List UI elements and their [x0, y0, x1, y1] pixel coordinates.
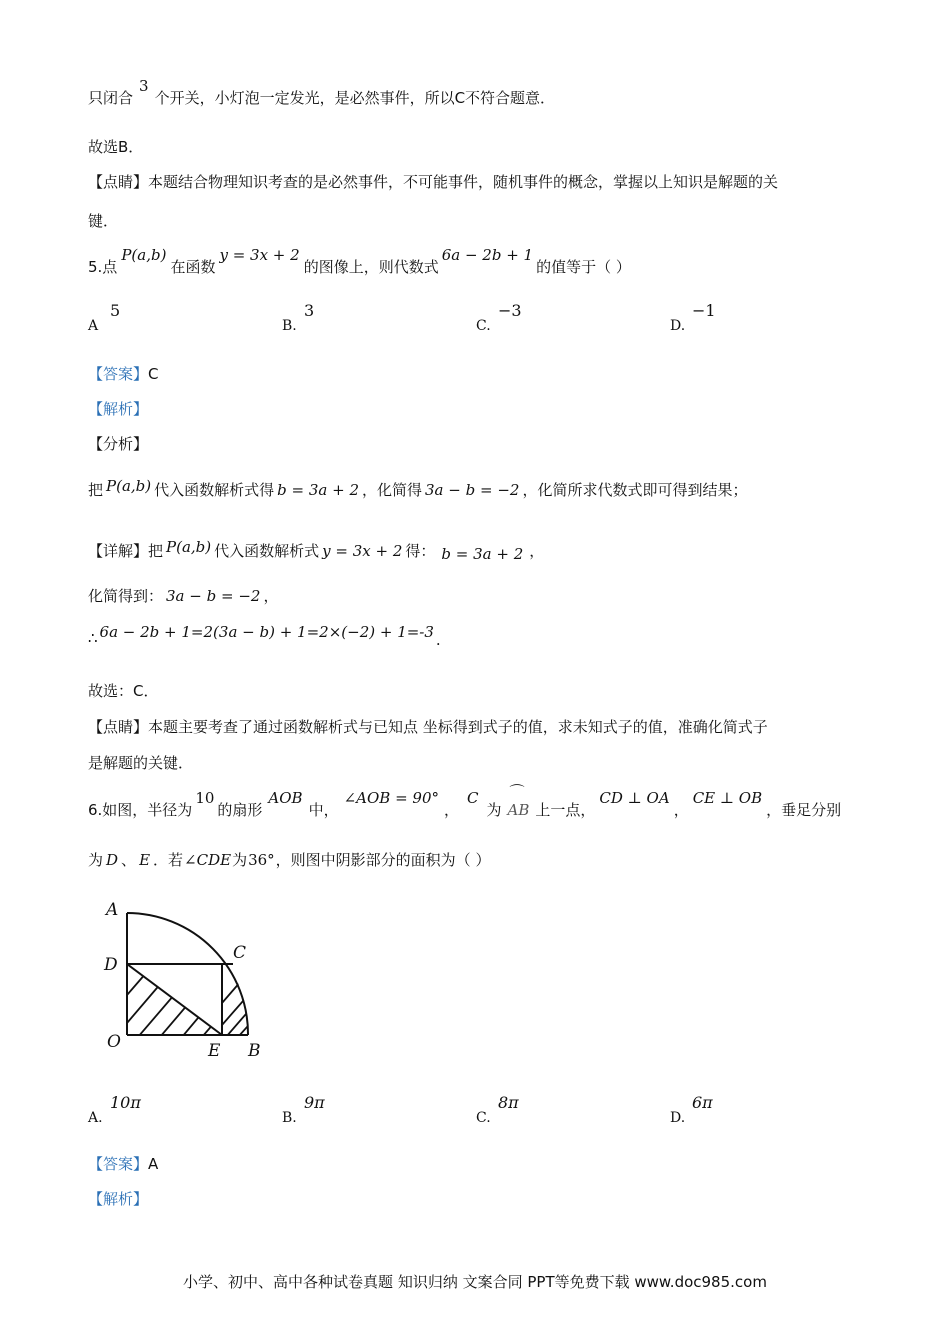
q5-simplify-line: [88, 586, 278, 606]
label-d: D: [104, 955, 118, 975]
text: 代入函数解析式得: [154, 481, 275, 499]
answer-tag: 【答案】: [88, 365, 149, 383]
text: 化简得到：: [88, 587, 164, 605]
q5-option-b: [282, 301, 315, 334]
text: 在函数: [170, 258, 216, 276]
text: ，: [444, 801, 460, 819]
label-e: E: [208, 1041, 221, 1061]
text-line: [88, 77, 556, 108]
q5-detail-line: [88, 538, 545, 563]
text: 、: [121, 851, 137, 869]
text: ，则图中阴影部分的面积为（ ）: [275, 851, 491, 869]
therefore-symbol: ∴: [88, 629, 98, 647]
option-value: −1: [692, 301, 716, 320]
q5-option-a: [88, 301, 121, 334]
q6-option-d: [670, 1093, 713, 1126]
text: 上一点，: [535, 801, 596, 819]
comment-tag: 【点睛】: [88, 718, 149, 736]
option-label: B.: [282, 1110, 297, 1126]
math-point: P(a,b): [106, 477, 152, 495]
segment-de: [127, 964, 222, 1035]
math-point: P(a,b): [121, 246, 167, 264]
q5-option-d: [670, 301, 716, 334]
option-label: A.: [88, 1110, 103, 1126]
text: 为: [486, 801, 502, 819]
text: 为: [232, 851, 248, 869]
math-equation: 3a − b = −2: [166, 587, 261, 605]
option-label: C.: [476, 318, 491, 334]
detail-tag: 【详解】: [88, 542, 149, 560]
answer-tag: 【答案】: [88, 1155, 149, 1173]
text: ，化简得: [362, 481, 423, 499]
label-a: A: [106, 900, 119, 920]
math-expression: 6a − 2b + 1: [441, 246, 534, 264]
q4-comment-cont: 键．: [88, 212, 119, 230]
q5-comment-cont: 是解题的关键．: [88, 754, 194, 772]
q-number: 6.如图，半径为: [88, 801, 193, 819]
math-label: E: [139, 851, 151, 869]
q5-option-c: [476, 301, 522, 334]
text: 把: [148, 542, 164, 560]
answer-value: C: [148, 365, 159, 383]
q6-stem-line1: [88, 783, 842, 820]
text: 中，: [308, 801, 339, 819]
q6-stem-line2: [88, 850, 490, 870]
comment-text: 本题主要考查了通过函数解析式与已知点 坐标得到式子的值，求未知式子的值，准确化简式子: [148, 718, 768, 736]
q5-fenxi-line: [88, 477, 748, 500]
text: ，垂足分别: [766, 801, 842, 819]
q5-analysis-tag: 【解析】: [88, 400, 149, 418]
comment-tag: 【点睛】: [88, 173, 149, 191]
option-label: C.: [476, 1110, 491, 1126]
math-function: y = 3x + 2: [219, 246, 300, 264]
label-c: C: [233, 943, 247, 963]
q5-stem: [88, 246, 631, 277]
label-b: B: [248, 1041, 261, 1061]
math-perpendicular: CD ⊥ OA: [599, 789, 670, 807]
math-perpendicular: CE ⊥ OB: [692, 789, 763, 807]
q6-option-c: [476, 1093, 519, 1126]
text: ．若: [153, 851, 184, 869]
math-angle: 36°: [248, 851, 275, 869]
option-value: 10π: [110, 1093, 141, 1112]
q4-comment: [88, 172, 778, 192]
option-label: D.: [670, 1110, 686, 1126]
q5-comment: [88, 717, 768, 737]
arc-notation: [507, 783, 530, 820]
math-label: AB: [507, 801, 530, 819]
shaded-segment: [222, 973, 256, 1037]
math-angle: ∠AOB = 90°: [343, 789, 440, 807]
answer-value: A: [148, 1155, 159, 1173]
option-label: D.: [670, 318, 686, 334]
text: ，: [263, 587, 279, 605]
text: ，化简所求代数式即可得到结果；: [522, 481, 748, 499]
q5-answer: [88, 364, 159, 384]
text: 的扇形: [217, 801, 263, 819]
q6-option-b: [282, 1093, 325, 1126]
option-label: A: [88, 318, 99, 334]
text: 个开关，小灯泡一定发光，是必然事件，所以C不符合题意．: [154, 89, 556, 107]
option-label: B.: [282, 318, 297, 334]
math-equation: b = 3a + 2: [277, 481, 359, 499]
math-equation: 3a − b = −2: [425, 481, 520, 499]
q5-calc-line: [88, 622, 441, 649]
option-value: 6π: [692, 1093, 713, 1112]
q6-option-a: [88, 1093, 141, 1126]
text: 的图像上，则代数式: [303, 258, 439, 276]
text: 代入函数解析式: [214, 542, 320, 560]
sector-figure: [98, 895, 273, 1065]
math-function: y = 3x + 2: [322, 542, 403, 560]
text: .: [435, 631, 441, 649]
math-number: 10: [195, 789, 215, 807]
math-label: D: [106, 851, 119, 869]
arc-mark-icon: ⌒: [509, 783, 525, 801]
text: 只闭合: [88, 89, 134, 107]
q6-analysis-tag: 【解析】: [88, 1190, 149, 1208]
math-equation: b = 3a + 2: [441, 545, 524, 563]
q5-choice: 故选：C．: [88, 682, 159, 700]
option-value: 3: [304, 301, 315, 320]
q-number: 5.点: [88, 258, 118, 276]
label-o: O: [107, 1032, 121, 1052]
option-value: 9π: [304, 1093, 325, 1112]
q6-answer: [88, 1154, 158, 1174]
math-point: P(a,b): [166, 538, 212, 556]
math-number: 3: [139, 77, 149, 95]
option-value: −3: [498, 301, 522, 320]
text: ，: [673, 801, 689, 819]
text: 的值等于（ ）: [536, 258, 631, 276]
option-value: 8π: [498, 1093, 519, 1112]
text: 为: [88, 851, 104, 869]
page-footer: 小学、初中、高中各种试卷真题 知识归纳 文案合同 PPT等免费下载 www.doc985.com: [183, 1273, 767, 1291]
option-value: 5: [110, 301, 121, 320]
comment-text: 本题结合物理知识考查的是必然事件，不可能事件，随机事件的概念，掌握以上知识是解题的关: [148, 173, 779, 191]
q4-choice: 故选B．: [88, 138, 144, 156]
text: 得：: [405, 542, 436, 560]
math-label: AOB: [268, 789, 303, 807]
text: 把: [88, 481, 104, 499]
text: ，: [529, 542, 545, 560]
q5-fenxi-tag: 【分析】: [88, 435, 149, 453]
math-calculation: 6a − 2b + 1=2(3a − b) + 1=2×(−2) + 1=-3: [99, 623, 434, 641]
math-label: C: [467, 789, 479, 807]
math-angle: ∠CDE: [184, 851, 232, 869]
